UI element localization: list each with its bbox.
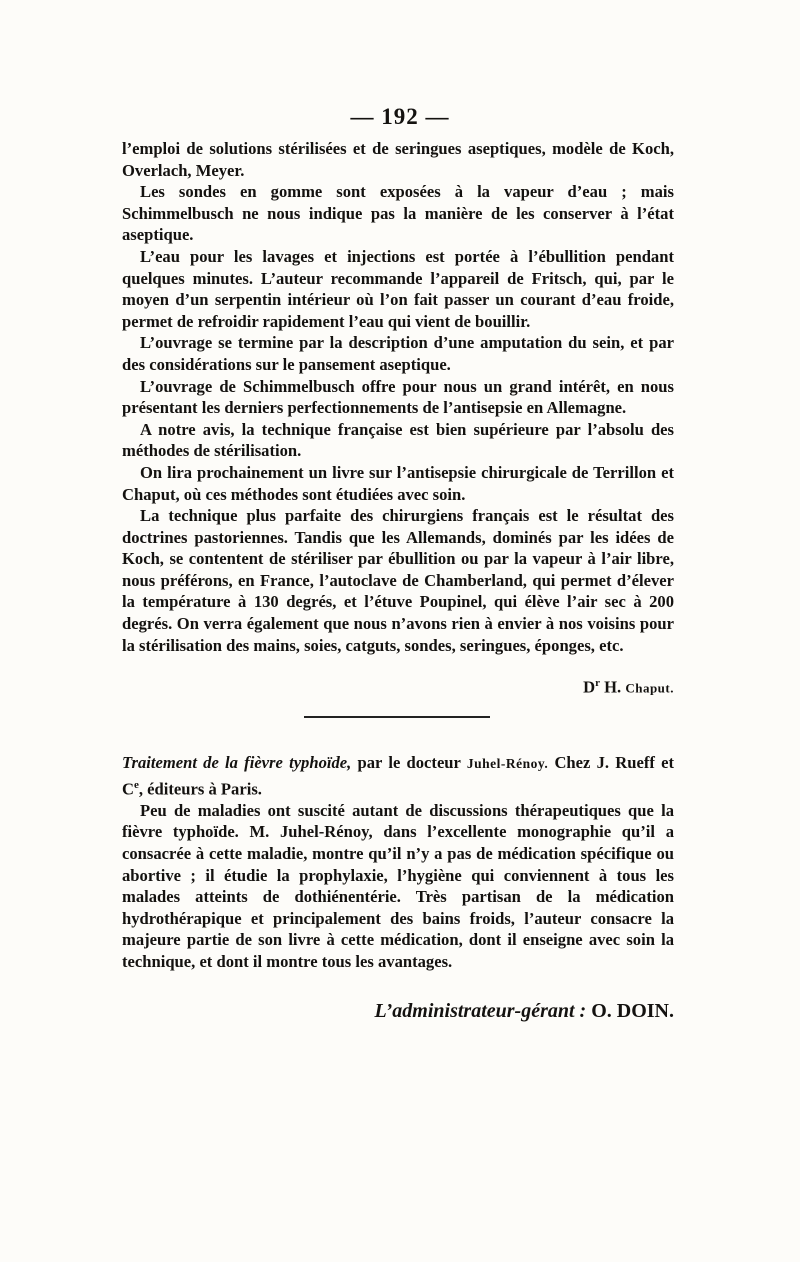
- book-title: Traitement de la fièvre typhoïde,: [122, 753, 352, 772]
- footer-role: L’administrateur-gérant :: [374, 1000, 587, 1022]
- publisher-pre: Chez J. Rueff et C: [122, 753, 674, 799]
- review-one-body: [122, 138, 674, 656]
- paragraph: La technique plus parfaite des chirurgiens français est le résultat des doctrines pastoriennes. Tandis que les Allemands, dominés par les idées de Koch, se contentent de stériliser par ébullition ou par la vapeur à l’air libre, nous préférons, en France, l’autoclave de Chamberland, qui permet d’élever la température à 130 degrés, et l’étuve Poupinel, qui élève l’air sec à 200 degrés. On verra également que nous n’avons rien à envier à nos voisins pour la stérilisation des mains, soies, catguts, sondes, seringues, éponges, etc.: [122, 506, 674, 655]
- publisher-sup: e: [133, 778, 139, 791]
- review-two-body: [122, 752, 674, 972]
- paragraph: L’ouvrage se termine par la description d’une amputation du sein, et par des considérations sur le pansement aseptique.: [122, 333, 674, 374]
- paragraph: A notre avis, la technique française est bien supérieure par l’absolu des méthodes de stérilisation.: [122, 419, 674, 461]
- by-text: par le docteur: [357, 753, 461, 772]
- paragraph: Peu de maladies ont suscité autant de discussions thérapeutiques que la fièvre typhoïde. M. Juhel-Rénoy, dans l’excellente monographie qu’il a consacrée à cette maladie, montre qu’il n’y a pas de médication spécifique ou abortive ; il étudie la prophylaxie, l’hygiène qui conviennent à tous les malades atteints de dothiénentérie. Très partisan de la médication hydrothérapique et principalement des bains froids, l’auteur consacre la majeure partie de son livre à cette médication, dont il enseigne avec soin la technique, et dont il montre tous les avantages.: [122, 800, 674, 971]
- paragraph: l’emploi de solutions stérilisées et de seringues aseptiques, modèle de Koch, Overlach, Meyer.: [122, 139, 674, 180]
- paragraph: On lira prochainement un livre sur l’antisepsie chirurgicale de Terrillon et Chaput, où ces méthodes sont étudiées avec soin.: [122, 462, 674, 504]
- publisher-footer: [300, 1000, 674, 1023]
- signature-prefix: D: [583, 677, 596, 697]
- paragraph: L’ouvrage de Schimmelbusch offre pour nous un grand intérêt, en nous présentant les derniers perfectionnements de l’antisepsie en Allemagne.: [122, 376, 674, 418]
- book-author: Juhel-Rénoy.: [466, 756, 549, 771]
- signature-prefix-sup: r: [595, 677, 600, 689]
- paragraph: Les sondes en gomme sont exposées à la vapeur d’eau ; mais Schimmelbusch ne nous indique pas la manière de les conserver à l’état aseptique.: [122, 182, 674, 245]
- footer-name: O. DOIN.: [591, 1000, 674, 1022]
- paragraph: L’eau pour les lavages et injections est portée à l’ébullition pendant quelques minutes. L’auteur recommande l’appareil de Fritsch, qui, par le moyen d’un serpentin intérieur où l’on fait passer un courant d’eau froide, permet de refroidir rapidement l’eau qui vient de bouillir.: [122, 246, 674, 331]
- publisher-post: , éditeurs à Paris.: [138, 779, 262, 799]
- signature: [460, 677, 674, 698]
- section-divider: [304, 716, 490, 718]
- signature-initial: H.: [604, 677, 622, 697]
- page-number: — 192 —: [350, 104, 450, 129]
- signature-name: Chaput.: [625, 680, 674, 696]
- review-heading: [122, 752, 674, 800]
